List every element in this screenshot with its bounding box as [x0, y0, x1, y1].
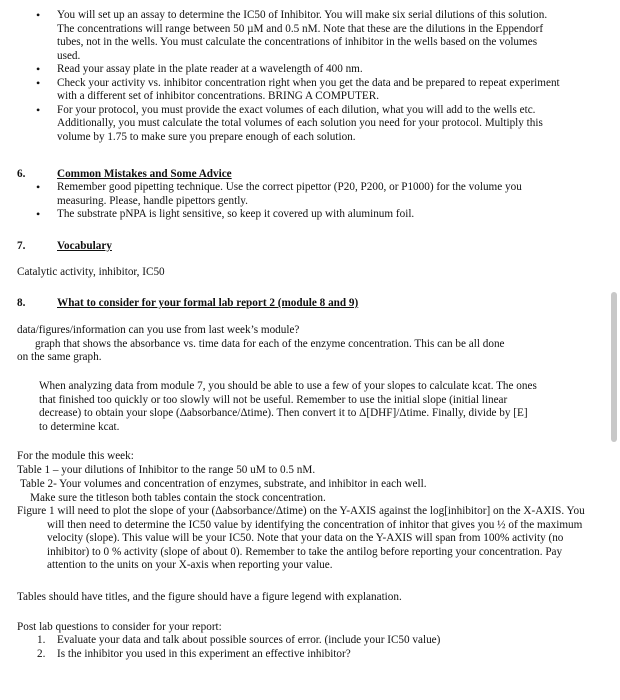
- section-title: What to consider for your formal lab report 2 (module 8 and 9): [57, 297, 359, 309]
- section-title: Vocabulary: [57, 240, 112, 252]
- list-item: • You will set up an assay to determine the IC50 of Inhibitor. You will make six serial dilutions of this solution. The concentrations will range between 50 µM and 0.5 nM. Note that these are the dilutions in the Eppendorf tubes, not in the wells. You must calculate the concentrations of inhibitor in the wells based on the volumes used.: [0, 9, 560, 63]
- section-7-heading: [17, 240, 112, 254]
- section-6-heading: [17, 168, 232, 182]
- question-text: Evaluate your data and talk about possible sources of error. (include your IC50 value): [57, 634, 441, 646]
- section-number: 8.: [17, 297, 26, 309]
- question-text: Is the inhibitor you used in this experiment an effective inhibitor?: [57, 647, 351, 660]
- list-item: • Read your assay plate in the plate reader at a wavelength of 400 nm.: [0, 63, 560, 77]
- module-heading: For the module this week:: [17, 450, 134, 462]
- protocol-bullets: [0, 9, 560, 145]
- section-number: 7.: [17, 240, 26, 252]
- kcat-paragraph: When analyzing data from module 7, you should be able to use a few of your slopes to calculate kcat. The ones that finished too quickly or too slowly will not be useful. Remember to use the initial slope (initial linear decrease) to obtain your slope (Δabsorbance/Δtime). Then convert it to Δ[DHF]/Δtime. Finally, divide by [E] to determine kcat.: [39, 380, 537, 433]
- section-title: Common Mistakes and Some Advice: [57, 168, 232, 180]
- list-item: • Check your activity vs. inhibitor concentration right when you get the data and be prepared to repeat experiment with a different set of inhibitor concentrations. BRING A COMPUTER.: [0, 77, 560, 104]
- vocabulary-text: Catalytic activity, inhibitor, IC50: [17, 266, 165, 278]
- intro-line: data/figures/information can you use from last week’s module?: [17, 324, 300, 336]
- intro-line: on the same graph.: [17, 351, 102, 363]
- titles-note: Make sure the titleson both tables contain the stock concentration.: [30, 492, 326, 504]
- vertical-scrollbar[interactable]: [611, 292, 617, 442]
- post-lab-questions: [37, 634, 557, 661]
- section-number: 6.: [17, 168, 26, 180]
- list-item: 1. Evaluate your data and talk about possible sources of error. (include your IC50 value): [37, 634, 441, 646]
- list-item: • Remember good pipetting technique. Use the correct pipettor (P20, P200, or P1000) for the volume you measuring. Please, handle pipettors gently.: [0, 181, 570, 208]
- tables-note: Tables should have titles, and the figure should have a figure legend with explanation.: [17, 591, 402, 603]
- table-1-note: Table 1 – your dilutions of Inhibitor to the range 50 uM to 0.5 nM.: [17, 464, 316, 476]
- section-8-heading: [17, 297, 358, 311]
- list-item: • The substrate pNPA is light sensitive, so keep it covered up with aluminum foil.: [0, 208, 570, 222]
- intro-line: graph that shows the absorbance vs. time data for each of the enzyme concentration. This can be all done: [35, 338, 505, 350]
- figure-1-note: Figure 1 will need to plot the slope of your (Δabsorbance/Δtime) on the Y-AXIS against the log[inhibitor] on the X-AXIS. You will then need to determine the IC50 value by identifying the concentration of inhitor that gives you ½ of the maximum velocity (slope). This value will be your IC50. Note that your data on the Y-AXIS will span from 100% activity (no inhibitor) to 0 % activity (slope of about 0). Remember to take the antilog before reporting your concentration. Pay attention to the units on your X-axis when reporting your value.: [17, 505, 585, 572]
- post-lab-heading: Post lab questions to consider for your report:: [17, 621, 222, 633]
- list-item: 2. Is the inhibitor you used in this experiment an effective inhibitor?: [37, 647, 351, 660]
- list-item: • For your protocol, you must provide the exact volumes of each dilution, what you will add to the wells etc. Additionally, you must calculate the total volumes of each solution you need for your protocol. Multiply this volume by 1.75 to make sure you prepare enough of each solution.: [0, 104, 560, 145]
- table-2-note: Table 2- Your volumes and concentration of enzymes, substrate, and inhibitor in each well.: [20, 478, 427, 490]
- section-6-bullets: [0, 181, 570, 222]
